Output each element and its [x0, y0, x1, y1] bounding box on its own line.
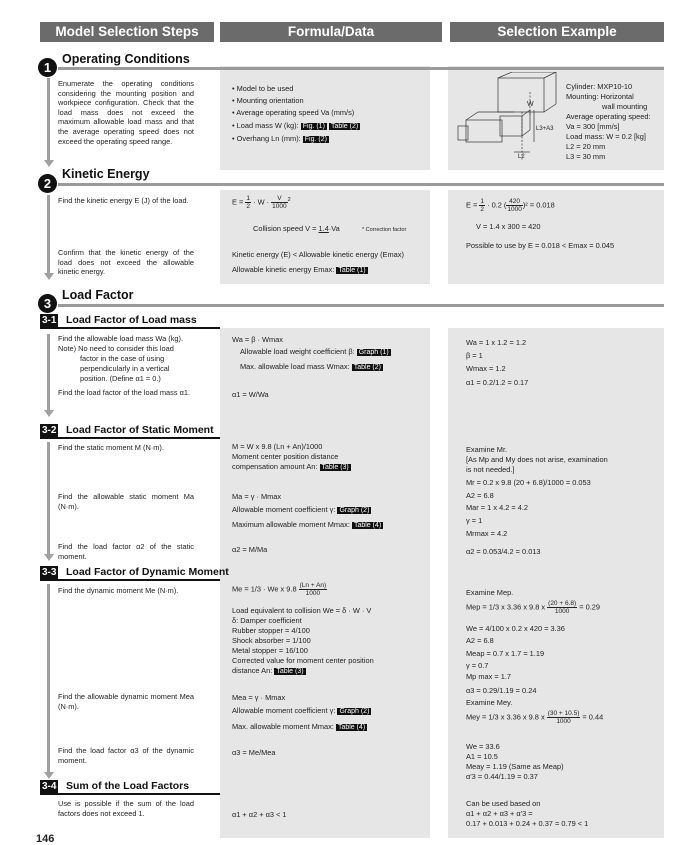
s3-2-f4: Ma = γ · Mmax — [232, 492, 282, 501]
s3-3-f2-4: Shock absorber = 1/100 — [232, 636, 311, 645]
subsection-number-3-3: 3-3 — [42, 567, 57, 578]
formula-column-bg-1 — [220, 66, 430, 170]
s3-1-f4: α1 = W/Wa — [232, 390, 269, 399]
s2-check-2: Allowable kinetic energy Emax: Table (1) — [232, 265, 366, 274]
s2-description-1: Find the kinetic energy E (J) of the load. — [58, 196, 189, 205]
s3-3-f2-5: Metal stopper = 16/100 — [232, 646, 308, 655]
s2-ex-v: V = 1.4 x 300 = 420 — [476, 222, 541, 231]
s3-2-ex-4: Mr = 0.2 x 9.8 (20 + 6.8)/1000 = 0.053 — [466, 478, 591, 487]
section-number-1: 1 — [38, 58, 57, 77]
s3-3-f2-3: Rubber stopper = 4/100 — [232, 626, 310, 635]
s2-description-2: Confirm that the kinetic energy of the load does not exceed the allowable kinetic energy. — [58, 248, 194, 277]
s3-1-note-3: perpendicularly in a vertical — [80, 364, 170, 373]
subsection-title-load-mass: Load Factor of Load mass — [66, 314, 197, 326]
table4-reference: Table (4) — [353, 522, 382, 529]
section-number-3: 3 — [38, 294, 57, 313]
s1-ex-speed-label: Average operating speed: — [566, 112, 651, 121]
s1-ex-speed: Va = 300 [mm/s] — [566, 122, 620, 131]
s1-ex-load-mass: Load mass: W = 0.2 [kg] — [566, 132, 646, 141]
s3-2-desc-2: Find the allowable static moment Ma (N·m). — [58, 492, 194, 511]
s3-4-ex-1: Can be used based on — [466, 799, 541, 808]
s3-2-ex-6: Mar = 1 x 4.2 = 4.2 — [466, 503, 529, 512]
s3-3-ex-b-3: Meap = 0.7 x 1.7 = 1.19 — [466, 649, 545, 658]
s1-ex-mounting: Mounting: Horizontal — [566, 92, 634, 101]
s1-description: Enumerate the operating conditions considering the mounting position and workpiece configuration. Check that the load mass does not exceed the maximum allowable load mass and that the average operating speed does not exceed the operating speed range. — [58, 79, 194, 146]
fig1-reference: Fig. (1) — [302, 123, 325, 130]
s2-ex-possible: Possible to use by E = 0.018 < Emax = 0.045 — [466, 241, 615, 250]
s3-3-ex-b-7: Examine Mey. — [466, 698, 513, 707]
diagram-label-l2: L2 — [518, 154, 525, 160]
s3-3-ex-b-2: A2 = 6.8 — [466, 636, 494, 645]
s1-ex-wall: wall mounting — [602, 102, 648, 111]
header-selection-example: Selection Example — [450, 22, 664, 42]
subsection-number-3-4: 3-4 — [42, 781, 57, 792]
s3-3-ex-b-4: γ = 0.7 — [466, 661, 489, 670]
s3-3-ex-c-1: We = 33.6 — [466, 742, 500, 751]
section-rule-3 — [58, 304, 664, 307]
subsection-number-3-1: 3-1 — [42, 315, 57, 326]
s3-3-desc-2: Find the allowable dynamic moment Mea (N·m). — [58, 692, 194, 711]
s3-1-f2: Allowable load weight coefficient β: Graph (1) — [240, 347, 389, 356]
step-bar-3-1 — [47, 334, 50, 410]
s3-1-ex-2: β = 1 — [466, 351, 483, 360]
s3-3-f2-7: distance An: Table (3) — [232, 666, 304, 675]
section-title-kinetic-energy: Kinetic Energy — [62, 167, 150, 181]
fig2-reference: Fig. (2) — [304, 136, 327, 143]
s3-2-f3: compensation amount An: Table (3) — [232, 462, 349, 471]
s2-ex-e: E = $\frac{1}{2}$ · 0.2 ( $\frac{420}{1000}$ )² = 0.018 — [466, 198, 555, 213]
s3-1-note-2: factor in the case of using — [80, 354, 165, 363]
table2-reference: Table (2) — [330, 123, 359, 130]
s3-1-desc-1: Find the allowable load mass Wa (kg). — [58, 334, 184, 343]
s3-3-desc-3: Find the load factor α3 of the dynamic moment. — [58, 746, 194, 765]
s3-2-ex-8: Mrmax = 4.2 — [466, 529, 508, 538]
s3-4-ex-3: 0.17 + 0.013 + 0.24 + 0.37 = 0.79 < 1 — [466, 819, 589, 828]
subsection-rule-3-3 — [40, 579, 220, 581]
step-arrow-2 — [44, 273, 54, 280]
s1-ex-cylinder: Cylinder: MXP10-10 — [566, 82, 633, 91]
s3-3-ex-a: Examine Mep. — [466, 588, 514, 597]
s3-2-f5: Allowable moment coefficient γ: Graph (2) — [232, 505, 370, 514]
section-rule-1 — [58, 67, 664, 70]
s1-bullet-mounting: • Mounting orientation — [232, 96, 304, 105]
subsection-number-3-2: 3-2 — [42, 425, 57, 436]
subsection-title-static-moment: Load Factor of Static Moment — [66, 424, 214, 436]
s3-4-f1: α1 + α2 + α3 < 1 — [232, 810, 287, 819]
s3-1-note-1: Note) No need to consider this load — [58, 344, 174, 353]
s2-check-1: Kinetic energy (E) < Allowable kinetic energy (Emax) — [232, 250, 404, 259]
s3-2-f2: Moment center position distance — [232, 452, 339, 461]
subsection-rule-3-1 — [40, 327, 220, 329]
s1-bullet-overhang — [232, 134, 329, 145]
s2-correction-factor: * Correction factor — [362, 227, 407, 233]
s3-3-f2-2: δ: Damper coefficient — [232, 616, 302, 625]
s3-3-f1: Me = 1/3 · We x 9.8 $\frac{(Ln + An)}{1000}$ — [232, 582, 327, 597]
s2-collision-speed: Collision speed V = 1.4·Va — [253, 224, 340, 233]
diagram-label-l3a3: L3+A3 — [536, 126, 554, 132]
step-arrow-1 — [44, 160, 54, 167]
s1-bullet-speed: • Average operating speed Va (mm/s) — [232, 108, 355, 117]
step-bar-3-3 — [47, 584, 50, 772]
section-rule-2 — [58, 183, 664, 186]
s3-2-ex-7: γ = 1 — [466, 516, 483, 525]
s3-4-desc: Use is possible if the sum of the load factors does not exceed 1. — [58, 799, 194, 818]
step-bar-1 — [47, 78, 50, 160]
s3-4-ex-2: α1 + α2 + α3 + α'3 = — [466, 809, 533, 818]
s3-1-ex-4: α1 = 0.2/1.2 = 0.17 — [466, 378, 529, 387]
s3-3-f3: Mea = γ · Mmax — [232, 693, 286, 702]
header-formula-data: Formula/Data — [220, 22, 442, 42]
s3-3-f6: α3 = Me/Mea — [232, 748, 276, 757]
s3-3-ex-mey: Mey = 1/3 x 3.36 x 9.8 x $\frac{(30 + 10.5)}{1000}$ = 0.44 — [466, 710, 604, 725]
subsection-rule-3-4 — [40, 793, 220, 795]
s3-3-desc-1: Find the dynamic moment Me (N·m). — [58, 586, 179, 595]
s3-1-ex-1: Wa = 1 x 1.2 = 1.2 — [466, 338, 527, 347]
s1-bullet-model: • Model to be used — [232, 84, 294, 93]
step-bar-2 — [47, 195, 50, 273]
header-model-selection-steps: Model Selection Steps — [40, 22, 214, 42]
s3-2-ex-5: A2 = 6.8 — [466, 491, 494, 500]
s3-2-ex-1: Examine Mr. — [466, 445, 508, 454]
s1-ex-l3: L3 = 30 mm — [566, 152, 606, 161]
s3-2-ex-2: [As Mp and My does not arise, examination — [466, 455, 608, 464]
diagram-label-w: W — [527, 101, 534, 108]
graph2-reference-2: Graph (2) — [339, 708, 370, 715]
graph1-reference: Graph (1) — [358, 349, 389, 356]
s3-3-f4: Allowable moment coefficient γ: Graph (2) — [232, 706, 370, 715]
s1-bullet-load-mass-label: • Load mass W (kg): — [232, 121, 299, 130]
s3-3-f5: Max. allowable moment Mmax: Table (4) — [232, 722, 366, 731]
table1-reference: Table (1) — [338, 267, 366, 274]
s3-1-desc-2: Find the load factor of the load mass α1. — [58, 388, 191, 397]
s1-bullet-overhang-label: • Overhang Ln (mm): — [232, 134, 301, 143]
s3-3-ex-b-5: Mp max = 1.7 — [466, 672, 511, 681]
s1-ex-l2: L2 = 20 mm — [566, 142, 606, 151]
s3-3-ex-c-3: Meay = 1.19 (Same as Meap) — [466, 762, 564, 771]
s3-3-ex-c-4: α'3 = 0.44/1.19 = 0.37 — [466, 772, 538, 781]
step-arrow-3-1 — [44, 410, 54, 417]
s3-1-note-4: position. (Define α1 = 0.) — [80, 374, 161, 383]
section-number-2: 2 — [38, 174, 57, 193]
s3-2-f6: Maximum allowable moment Mmax: Table (4) — [232, 520, 382, 529]
cylinder-mounting-diagram — [456, 72, 560, 164]
table3-reference-2: Table (3) — [276, 668, 304, 675]
s3-2-f1: M = W x 9.8 (Ln + An)/1000 — [232, 442, 323, 451]
table2-reference-2: Table (2) — [353, 364, 381, 371]
s3-2-ex-3: is not needed.] — [466, 465, 515, 474]
s3-1-ex-3: Wmax = 1.2 — [466, 364, 506, 373]
s3-2-ex-9: α2 = 0.053/4.2 = 0.013 — [466, 547, 541, 556]
s3-2-desc-3: Find the load factor α2 of the static moment. — [58, 542, 194, 561]
page-number: 146 — [36, 833, 55, 845]
s3-3-ex-b-6: α3 = 0.29/1.19 = 0.24 — [466, 686, 537, 695]
section-title-operating-conditions: Operating Conditions — [62, 52, 190, 66]
s3-1-f1: Wa = β · Wmax — [232, 335, 283, 344]
s3-3-ex-mep: Mep = 1/3 x 3.36 x 9.8 x $\frac{(20 + 6.8)}{1000}$ = 0.29 — [466, 600, 600, 615]
s3-1-f3: Max. allowable load mass Wmax: Table (2) — [240, 362, 381, 371]
s3-3-ex-b-1: We = 4/100 x 0.2 x 420 = 3.36 — [466, 624, 565, 633]
s1-bullet-load-mass — [232, 121, 360, 132]
s3-3-ex-c-2: A1 = 10.5 — [466, 752, 498, 761]
s3-2-desc-1: Find the static moment M (N·m). — [58, 443, 164, 452]
s3-2-f7: α2 = M/Ma — [232, 545, 268, 554]
table4-reference-2: Table (4) — [337, 724, 366, 731]
subsection-title-dynamic-moment: Load Factor of Dynamic Moment — [66, 566, 229, 578]
subsection-title-sum-load-factors: Sum of the Load Factors — [66, 780, 190, 792]
subsection-rule-3-2 — [40, 437, 220, 439]
s3-3-f2-1: Load equivalent to collision We = δ · W · V — [232, 606, 372, 615]
s2-formula-e: E = $\frac{1}{2}$ · W · $\frac{V}{1000}$ $^2$ — [232, 195, 291, 211]
step-bar-3-2 — [47, 442, 50, 554]
step-arrow-3-3 — [44, 772, 54, 779]
step-arrow-3-2 — [44, 554, 54, 561]
section-title-load-factor: Load Factor — [62, 288, 134, 302]
s3-3-f2-6: Corrected value for moment center position — [232, 656, 374, 665]
table3-reference: Table (3) — [321, 464, 349, 471]
graph2-reference: Graph (2) — [339, 507, 370, 514]
